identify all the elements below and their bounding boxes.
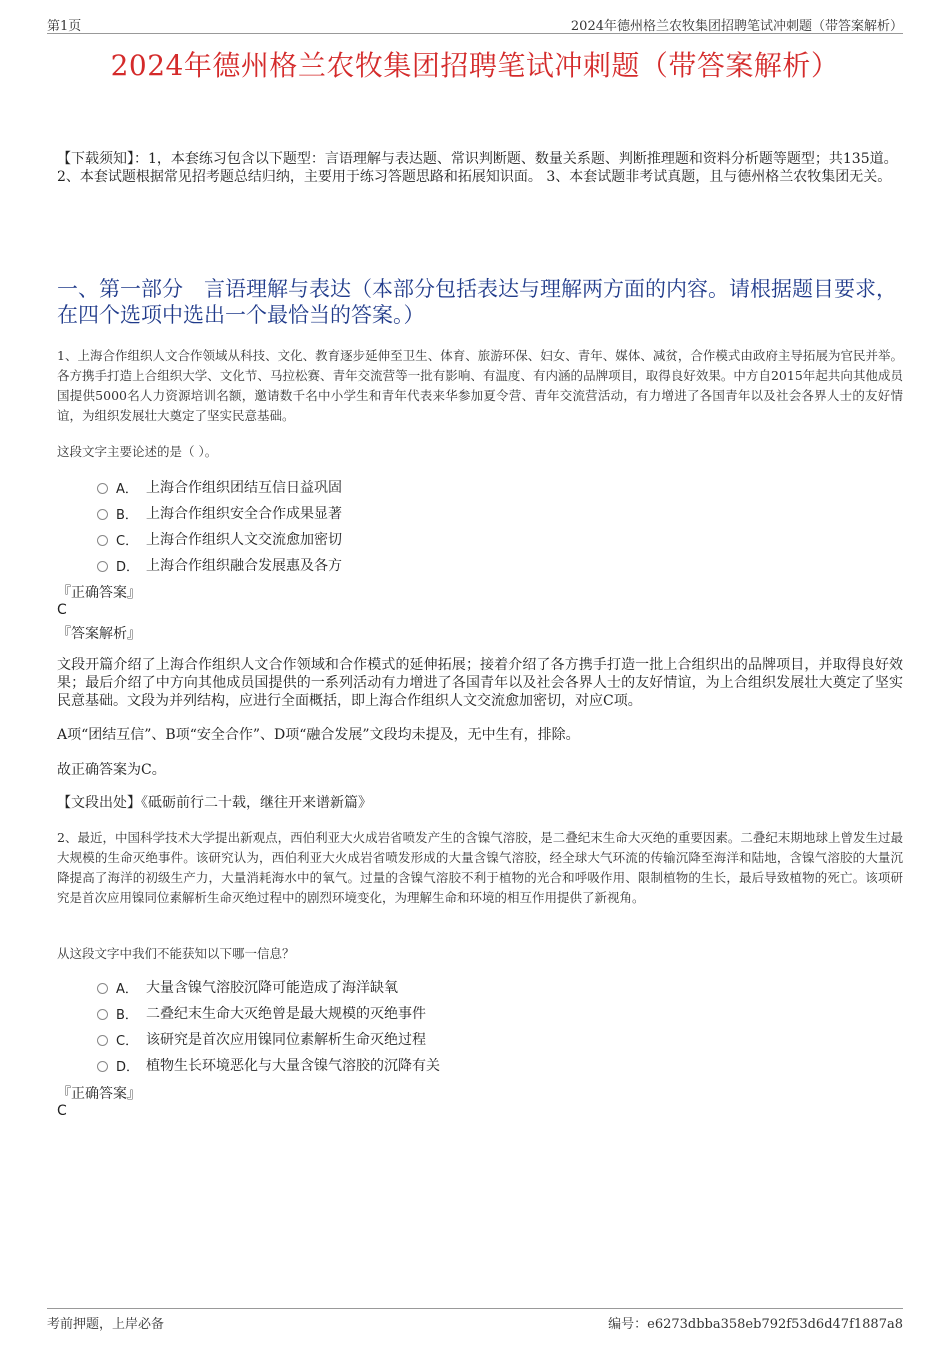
question-1-stem: 这段文字主要论述的是（ ）。	[57, 444, 218, 459]
question-1-answer: C	[57, 602, 67, 618]
option-text: 大量含镍气溶胶沉降可能造成了海洋缺氧	[146, 980, 398, 996]
download-notice: 【下载须知】：1，本套练习包含以下题型：言语理解与表达题、常识判断题、数量关系题、判断推理题和资料分析题等题型；共135道。 2、本套试题根据常见招考题总结归纳，主要用于练习答题思路和拓展知识面。 3、本套试题非考试真题，且与德州格兰农牧集团无关。	[57, 151, 898, 185]
footer-divider	[47, 1308, 903, 1309]
question-1-answer-label: 『正确答案』	[57, 585, 141, 601]
option-letter: A．	[116, 981, 138, 997]
footer-slogan: 考前押题，上岸必备	[47, 1317, 165, 1332]
option-letter: D．	[116, 1059, 140, 1075]
document-title: 2024年德州格兰农牧集团招聘笔试冲刺题（带答案解析）	[110, 49, 840, 82]
radio-icon[interactable]	[97, 509, 108, 520]
question-1-analysis-label: 『答案解析』	[57, 626, 141, 642]
running-title: 2024年德州格兰农牧集团招聘笔试冲刺题（带答案解析）	[570, 19, 903, 34]
question-1-conclusion: 故正确答案为C。	[57, 762, 166, 778]
question-1-analysis-elimination: A项“团结互信”、B项“安全合作”、D项“融合发展”文段均未提及，无中生有，排除。	[57, 727, 580, 743]
option-letter: B．	[116, 1007, 138, 1023]
section-heading: 一、第一部分 言语理解与表达（本部分包括表达与理解两方面的内容。请根据题目要求，在四个选项中选出一个最恰当的答案。）	[57, 277, 897, 327]
question-1-option-a[interactable]	[97, 477, 342, 497]
radio-icon[interactable]	[97, 983, 108, 994]
option-text: 该研究是首次应用镍同位素解析生命灭绝过程	[146, 1032, 426, 1048]
radio-icon[interactable]	[97, 535, 108, 546]
option-text: 上海合作组织人文交流愈加密切	[146, 532, 342, 548]
option-text: 上海合作组织团结互信日益巩固	[146, 480, 342, 496]
option-text: 上海合作组织安全合作成果显著	[146, 506, 342, 522]
option-letter: C．	[116, 533, 139, 549]
question-2-passage: 2、最近，中国科学技术大学提出新观点，西伯利亚大火成岩省喷发产生的含镍气溶胶，是二叠纪末生命大灭绝的重要因素。二叠纪末期地球上曾发生过最大规模的生命灭绝事件。该研究认为，西伯利亚大火成岩省喷发形成的大量含镍气溶胶，经全球大气环流的传输沉降至海洋和陆地，含镍气溶胶的大量沉降提高了海洋的初级生产力，大量消耗海水中的氧气。过量的含镍气溶胶不利于植物的光合和呼吸作用、限制植物的生长，最后导致植物的死亡。该项研究是首次应用镍同位素解析生命灭绝过程中的剧烈环境变化，为理解生命和环境的相互作用提供了新视角。	[57, 830, 903, 905]
question-2-option-b[interactable]	[97, 1003, 426, 1023]
question-1-source: 【文段出处】《砥砺前行二十载，继往开来谱新篇》	[57, 795, 372, 811]
page-number: 第1页	[47, 19, 82, 34]
question-1-option-c[interactable]	[97, 529, 342, 549]
radio-icon[interactable]	[97, 1035, 108, 1046]
option-text: 植物生长环境恶化与大量含镍气溶胶的沉降有关	[146, 1058, 440, 1074]
question-2-stem: 从这段文字中我们不能获知以下哪一信息？	[57, 946, 295, 961]
question-2-option-c[interactable]	[97, 1029, 426, 1049]
radio-icon[interactable]	[97, 561, 108, 572]
radio-icon[interactable]	[97, 483, 108, 494]
question-1-analysis: 文段开篇介绍了上海合作组织人文合作领域和合作模式的延伸拓展；接着介绍了各方携手打造一批上合组织出的品牌项目，并取得良好效果；最后介绍了中方向其他成员国提供的一系列活动有力增进了各国青年以及社会各界人士的友好情谊，为上合组织发展壮大奠定了坚实民意基础。文段为并列结构，应进行全面概括，即上海合作组织人文交流愈加密切，对应C项。	[57, 657, 903, 709]
question-1-option-d[interactable]	[97, 555, 342, 575]
radio-icon[interactable]	[97, 1061, 108, 1072]
option-letter: A．	[116, 481, 138, 497]
option-letter: B．	[116, 507, 138, 523]
question-2-option-a[interactable]	[97, 977, 398, 997]
question-1-option-b[interactable]	[97, 503, 342, 523]
option-text: 上海合作组织融合发展惠及各方	[146, 558, 342, 574]
question-2-answer-label: 『正确答案』	[57, 1086, 141, 1102]
question-2-option-d[interactable]	[97, 1055, 440, 1075]
radio-icon[interactable]	[97, 1009, 108, 1020]
question-1-passage: 1、上海合作组织人文合作领域从科技、文化、教育逐步延伸至卫生、体育、旅游环保、妇女、青年、媒体、减贫，合作模式由政府主导拓展为官民并举。各方携手打造上合组织大学、文化节、马拉松赛、青年交流营等一批有影响、有温度、有内涵的品牌项目，取得良好效果。中方自2015年起共向其他成员国提供5000名人力资源培训名额，邀请数千名中小学生和青年代表来华参加夏令营、青年交流营活动，有力增进了各国青年以及社会各界人士的友好情谊，为组织发展壮大奠定了坚实民意基础。	[57, 348, 903, 423]
footer-serial: 编号：e6273dbba358eb792f53d6d47f1887a8	[608, 1317, 903, 1332]
option-text: 二叠纪末生命大灭绝曾是最大规模的灭绝事件	[146, 1006, 426, 1022]
option-letter: C．	[116, 1033, 139, 1049]
header-divider	[47, 33, 903, 34]
question-2-answer: C	[57, 1103, 67, 1119]
option-letter: D．	[116, 559, 140, 575]
